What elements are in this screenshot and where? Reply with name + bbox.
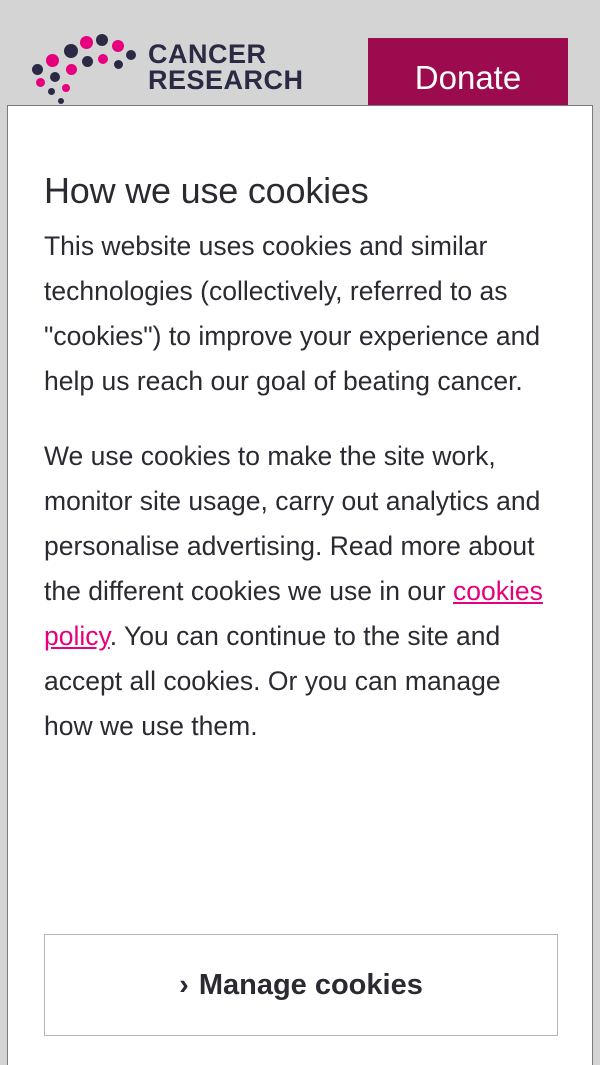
paragraph-2-text-before-link: We use cookies to make the site work, monitor site usage, carry out analytics and personalise advertising. Read more about the different cookies we use in our — [44, 441, 541, 606]
cookie-dialog-paragraph-2 — [44, 434, 556, 749]
cookie-consent-dialog — [7, 105, 593, 1065]
logo-line-2: RESEARCH — [148, 65, 304, 95]
logo-line-1: CANCER — [148, 38, 267, 69]
manage-cookies-label: Manage cookies — [198, 968, 423, 1001]
site-header — [0, 0, 600, 118]
cookie-dialog-title: How we use cookies — [44, 170, 369, 211]
logo-wordmark — [148, 38, 304, 95]
cookies-policy-link[interactable]: cookies policy — [44, 576, 543, 651]
paragraph-2-text-after-link: . You can continue to the site and accept all cookies. Or you can manage how we use them. — [44, 621, 501, 741]
donate-button[interactable]: Donate — [368, 38, 568, 118]
cancer-research-uk-logo-icon — [30, 32, 142, 102]
site-logo[interactable] — [30, 32, 304, 102]
cookie-dialog-paragraph-1: This website uses cookies and similar technologies (collectively, referred to as "cookies") to improve your experience and help us reach our goal of beating cancer. — [44, 231, 541, 396]
chevron-right-icon: › — [179, 968, 189, 1001]
manage-cookies-button[interactable] — [44, 934, 558, 1036]
